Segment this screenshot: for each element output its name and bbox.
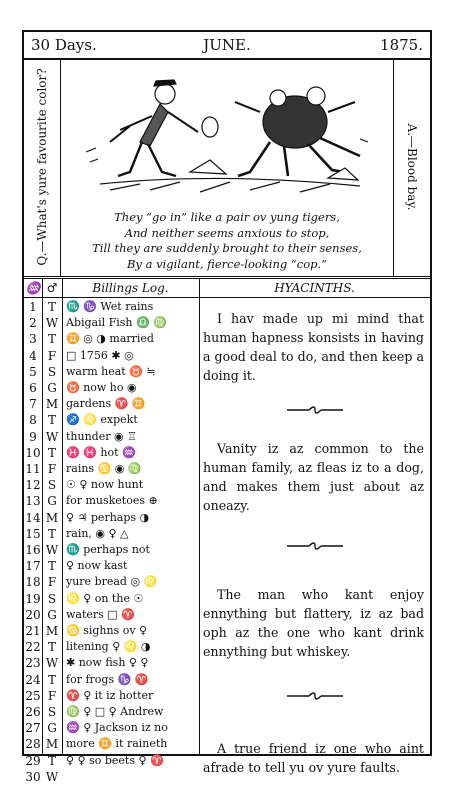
weekday-letter: W	[45, 316, 59, 331]
day-number: 16	[25, 543, 41, 557]
illustration-panel	[24, 58, 430, 279]
weekday-letter: T	[47, 300, 56, 314]
paragraph: A true friend iz one who aint afrade to tell yu ov yure faults.	[203, 741, 424, 775]
log-line: ♍ ♀ □ ♀ Andrew	[66, 705, 164, 718]
weekday-letter: T	[47, 559, 56, 574]
calendar-table	[24, 279, 430, 784]
log-line: ♏ perhaps not	[66, 543, 150, 556]
day-number: 1	[29, 300, 37, 314]
essay-column	[199, 279, 430, 775]
day-number: 14	[25, 510, 41, 525]
day-column	[24, 279, 43, 784]
log-line	[62, 769, 199, 785]
log-line: litening ♀ ♌ ◑	[66, 640, 151, 654]
day-number: 13	[25, 494, 41, 509]
fighting-men-illustration	[70, 72, 380, 202]
page-header	[24, 32, 430, 60]
month-title: JUNE.	[203, 36, 251, 54]
day-number: 17	[25, 559, 41, 574]
log-line: gardens ♈ ♊	[66, 397, 146, 411]
day-number: 22	[25, 640, 41, 655]
weekday-letter: T	[47, 672, 56, 687]
log-line: ♀ ♀ so beets ♀ ♈	[66, 753, 164, 767]
log-line: rain, ◉ ♀ △	[66, 526, 129, 540]
day-number: 25	[25, 688, 41, 703]
weekday-letter: W	[45, 656, 59, 671]
log-line: ♐ ♌ expekt	[66, 413, 138, 427]
essay-title: HYACINTHS.	[199, 279, 430, 298]
log-line: ✱ now fish ♀ ♀	[66, 656, 149, 670]
day-number: 4	[29, 348, 37, 363]
day-number: 2	[29, 316, 37, 331]
log-line: ♊ ◎ ◑ married	[66, 332, 154, 346]
day-number: 19	[25, 591, 41, 606]
verse-line: And neither seems anxious to stop,	[124, 225, 330, 240]
ornament-divider	[285, 691, 345, 701]
weekday-letter: M	[45, 397, 59, 412]
weekday-letter: F	[47, 348, 57, 363]
log-line: yure bread ◎ ♌	[66, 575, 158, 589]
day-number: 27	[25, 721, 41, 736]
log-line: waters □ ♈	[66, 607, 135, 621]
year: 1875.	[380, 36, 423, 54]
day-number: 18	[25, 575, 41, 590]
day-number: 7	[29, 397, 37, 412]
log-line: rains ♋ ◉ ♍	[66, 462, 142, 475]
weekday-letter: T	[47, 332, 56, 347]
weekday-letter: S	[47, 705, 57, 719]
day-number: 20	[25, 607, 41, 622]
verse-line: By a vigilant, fierce-looking “cop.”	[126, 256, 328, 271]
mars-icon: ♂	[42, 279, 62, 298]
log-line: warm heat ♉ ≒	[66, 364, 156, 378]
log-line: ♀ ♃ perhaps ◑	[66, 510, 150, 524]
weekday-letter: W	[45, 543, 59, 557]
weekday-letter: S	[47, 364, 57, 379]
day-number: 28	[25, 737, 41, 752]
log-line: for musketoes ⊕	[66, 494, 158, 508]
weekday-column	[42, 279, 63, 784]
weekday-letter: W	[45, 769, 59, 784]
day-number: 29	[25, 753, 41, 768]
weekday-letter: S	[47, 478, 57, 493]
log-line: ♈ ♀ it iz hotter	[66, 688, 154, 702]
question-text: Q.—What's yure favourite color?	[35, 68, 49, 266]
aquarius-icon: ♒	[24, 279, 42, 298]
day-number: 3	[29, 332, 37, 347]
log-line: ♒ ♀ Jackson iz no	[66, 721, 168, 735]
day-number: 11	[25, 462, 41, 476]
log-line: ♋ sighns ov ♀	[66, 624, 148, 637]
billings-log-column	[62, 279, 200, 767]
log-line: ☉ ♀ now hunt	[66, 478, 144, 492]
weekday-letter: G	[47, 381, 57, 395]
log-line: ♌ ♀ on the ☉	[66, 591, 144, 605]
ornament-divider	[285, 541, 345, 551]
verse	[60, 210, 394, 272]
log-line: ♀ now kast	[66, 559, 128, 573]
weekday-letter: T	[47, 445, 56, 460]
weekday-letter: T	[47, 640, 56, 655]
answer-text: A.—Blood bay.	[405, 123, 419, 211]
day-number: 15	[25, 526, 41, 541]
day-number: 12	[25, 478, 41, 493]
day-number: 23	[25, 656, 41, 671]
day-number: 26	[25, 705, 41, 719]
weekday-letter: F	[47, 462, 57, 476]
log-line: thunder ◉ ♖	[66, 429, 137, 443]
log-line: ♏ ♑ Wet rains	[66, 300, 154, 313]
weekday-letter: M	[45, 510, 59, 525]
log-line: more ♊ it raineth	[66, 737, 168, 751]
verse-line: Till they are suddenly brought to their senses,	[92, 241, 362, 255]
day-number: 5	[29, 364, 37, 379]
weekday-letter: T	[47, 753, 56, 768]
billings-log-title: Billings Log.	[62, 279, 199, 298]
weekday-letter: G	[47, 494, 57, 509]
paragraph: The man who kant enjoy ennything but flattery, iz az bad oph az the one who kant drink ennything but whiskey.	[203, 587, 424, 659]
day-number: 24	[25, 672, 41, 687]
days-count: 30 Days.	[31, 36, 97, 54]
weekday-letter: G	[47, 607, 57, 622]
day-number: 9	[29, 429, 37, 444]
weekday-letter: W	[45, 429, 59, 444]
log-line: ♓ ♓ hot ♒	[66, 445, 136, 459]
weekday-letter: F	[47, 575, 57, 590]
weekday-letter: F	[47, 688, 57, 703]
weekday-letter: G	[47, 721, 57, 736]
paragraph: Vanity iz az common to the human family, az fleas iz to a dog, and makes them just about az oneazy.	[203, 441, 424, 513]
day-number: 10	[25, 445, 41, 460]
weekday-letter: S	[47, 591, 57, 606]
weekday-letter: M	[45, 737, 59, 752]
log-line: Abigail Fish ♎ ♍	[66, 316, 167, 330]
paragraph: I hav made up mi mind that human hapness konsists in having a good deal to do, and then keep a doing it.	[203, 311, 424, 383]
ornament-divider	[285, 405, 345, 415]
day-number: 6	[29, 381, 37, 395]
day-number: 8	[29, 413, 37, 428]
almanac-page	[22, 30, 432, 784]
weekday-letter: T	[47, 526, 56, 541]
weekday-letter: M	[45, 624, 59, 638]
log-line: for frogs ♑ ♈	[66, 672, 149, 686]
log-line: ♉ now ho ◉	[66, 381, 137, 394]
verse-line: They “go in” like a pair ov yung tigers,	[114, 210, 340, 224]
day-number: 30	[25, 769, 41, 784]
day-number: 21	[25, 624, 41, 638]
weekday-letter: T	[47, 413, 56, 428]
log-line: □ 1756 ✱ ◎	[66, 348, 134, 362]
